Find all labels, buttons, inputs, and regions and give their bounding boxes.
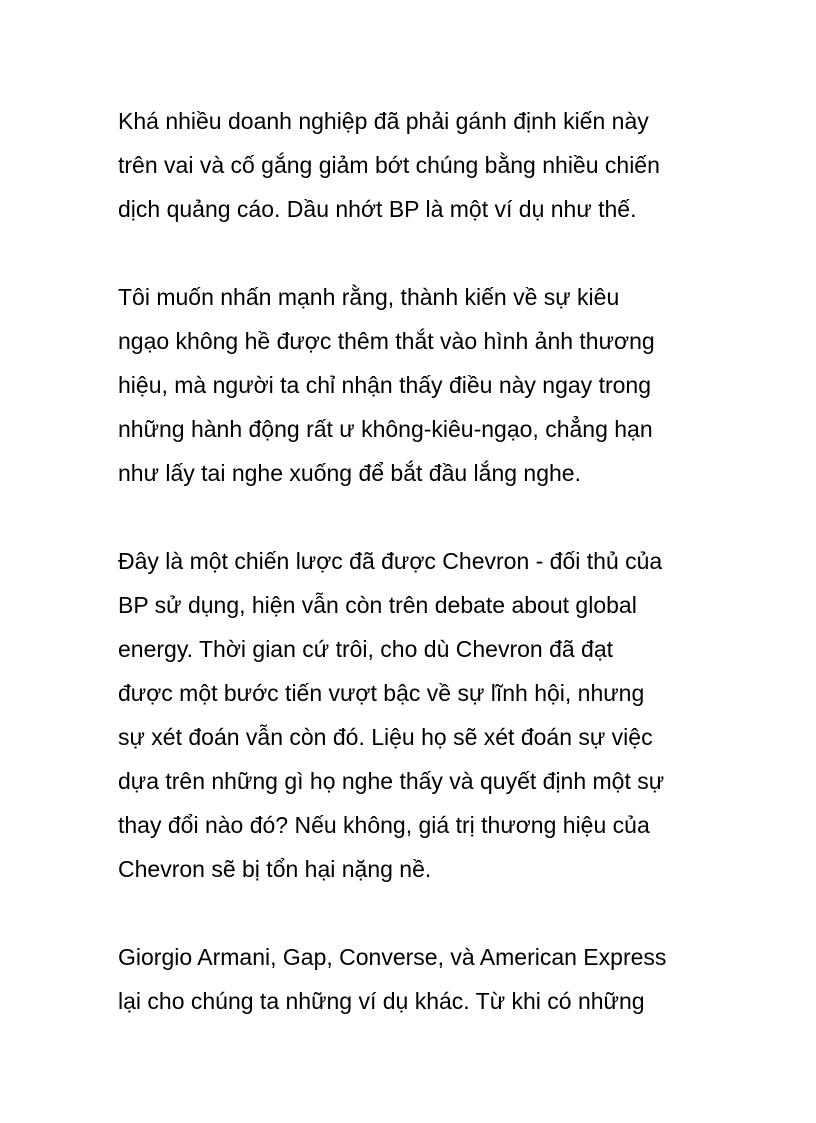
text-line: thay đổi nào đó? Nếu không, giá trị thương hiệu của (118, 812, 650, 838)
text-line: dịch quảng cáo. Dầu nhớt BP là một ví dụ như thế. (118, 196, 637, 222)
text-line: như lấy tai nghe xuống để bắt đầu lắng nghe. (118, 460, 581, 486)
text-line: trên vai và cố gắng giảm bớt chúng bằng nhiều chiến (118, 152, 660, 178)
text-line: Tôi muốn nhấn mạnh rằng, thành kiến về sự kiêu (118, 284, 620, 310)
text-line: hiệu, mà người ta chỉ nhận thấy điều này ngay trong (118, 372, 651, 398)
text-line: được một bước tiến vượt bậc về sự lĩnh hội, nhưng (118, 680, 645, 706)
text-line: những hành động rất ư không-kiêu-ngạo, chẳng hạn (118, 416, 653, 442)
paragraph-2 (118, 275, 718, 495)
document-body (118, 99, 718, 1067)
paragraph-1 (118, 99, 718, 231)
text-line: Khá nhiều doanh nghiệp đã phải gánh định kiến này (118, 108, 649, 134)
text-line: Đây là một chiến lược đã được Chevron - đối thủ của (118, 548, 663, 574)
text-line: Chevron sẽ bị tổn hại nặng nề. (118, 856, 432, 882)
text-line: Giorgio Armani, Gap, Converse, và American Express (118, 944, 667, 970)
text-line: sự xét đoán vẫn còn đó. Liệu họ sẽ xét đoán sự việc (118, 724, 653, 750)
text-line: dựa trên những gì họ nghe thấy và quyết định một sự (118, 768, 665, 794)
paragraph-3 (118, 539, 718, 891)
text-line: BP sử dụng, hiện vẫn còn trên debate about global (118, 592, 637, 618)
text-line: ngạo không hề được thêm thắt vào hình ảnh thương (118, 328, 655, 354)
paragraph-4 (118, 935, 718, 1023)
text-line: energy. Thời gian cứ trôi, cho dù Chevron đã đạt (118, 636, 614, 662)
text-line: lại cho chúng ta những ví dụ khác. Từ khi có những (118, 988, 645, 1014)
